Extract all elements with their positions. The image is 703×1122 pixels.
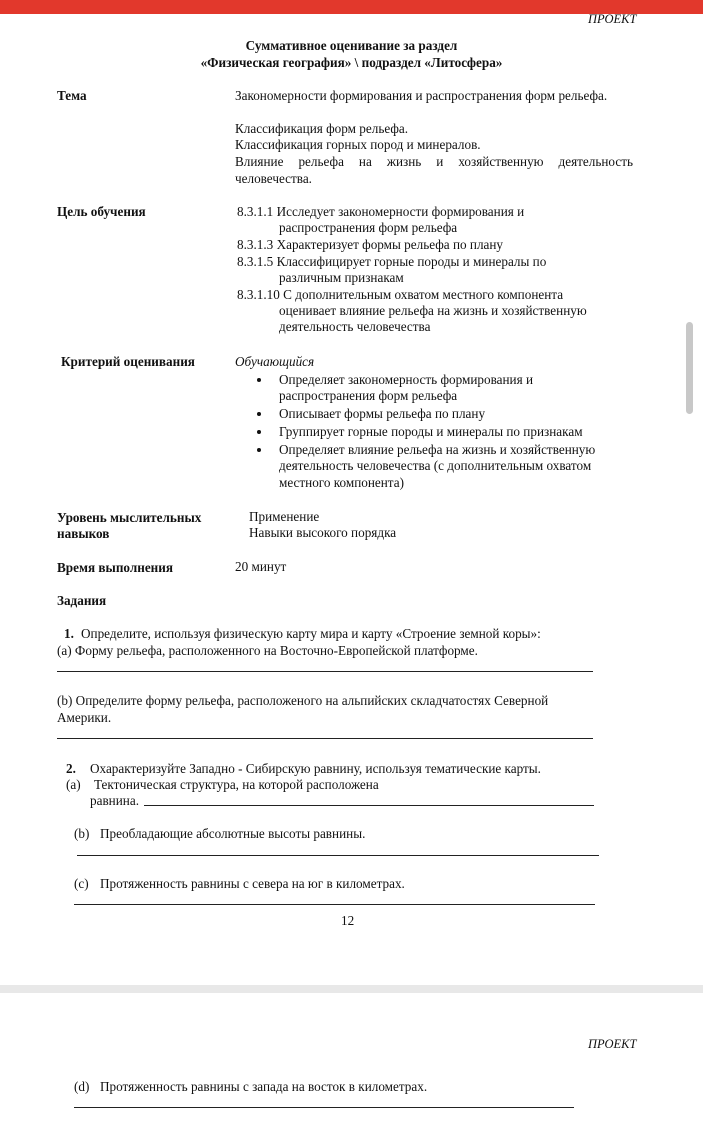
criteria-label: Критерий оценивания (61, 354, 195, 369)
task-2b-answer-line[interactable] (77, 855, 599, 856)
skills-label-line2: навыков (57, 526, 110, 541)
goal-2: 8.3.1.3 Характеризует формы рельефа по плану (237, 237, 504, 252)
project-label: ПРОЕКТ (588, 12, 637, 26)
task-1-number: 1. (64, 626, 74, 641)
task-1b-answer-line[interactable] (57, 738, 593, 739)
goal-4-line1: 8.3.1.10 С дополнительным охватом местного компонента (237, 287, 564, 302)
goal-3-line1: 8.3.1.5 Классифицирует горные породы и минералы по (237, 254, 547, 269)
skills-label-line1: Уровень мыслительных (57, 510, 202, 525)
skills-value-1: Применение (249, 509, 320, 524)
time-label: Время выполнения (57, 560, 174, 575)
task-2d-answer-line[interactable] (74, 1107, 574, 1108)
task-1-text: Определите, используя физическую карту мира и карту «Строение земной коры»: (81, 626, 541, 641)
page-separator (0, 985, 703, 993)
bullet-icon (257, 412, 261, 416)
goal-3-line2: различным признакам (279, 270, 404, 285)
bullet-icon (257, 378, 261, 382)
criteria-1-line2: распространения форм рельефа (279, 388, 458, 403)
topic-item-1: Закономерности формирования и распространения форм рельефа. (235, 88, 608, 103)
document-title-line1: Суммативное оценивание за раздел (245, 38, 458, 53)
task-2c-answer-line[interactable] (74, 904, 595, 905)
topic-label: Тема (57, 88, 87, 103)
task-2b-text: Преобладающие абсолютные высоты равнины. (100, 826, 366, 841)
topic-item-2: Классификация форм рельефа. (235, 121, 409, 136)
criteria-3: Группирует горные породы и минералы по признакам (279, 424, 583, 439)
document-title-line2: «Физическая география» \ подраздел «Литосфера» (200, 55, 503, 70)
topic-item-3: Классификация горных пород и минералов. (235, 137, 481, 152)
task-1b-line1: (b) Определите форму рельефа, расположеного на альпийских складчатостях Северной (57, 693, 549, 708)
task-2-text: Охарактеризуйте Западно - Сибирскую равнину, используя тематические карты. (90, 761, 541, 776)
criteria-1-line1: Определяет закономерность формирования и (279, 372, 534, 387)
task-2a-line2: равнина. (90, 793, 139, 808)
task-2a-answer-line[interactable] (144, 805, 594, 806)
criteria-4-line1: Определяет влияние рельефа на жизнь и хозяйственную (279, 442, 596, 457)
time-value: 20 минут (235, 559, 287, 574)
task-2a-letter: (a) (66, 777, 81, 792)
task-2a-line1: Тектоническая структура, на которой расположена (94, 777, 379, 792)
task-2b-letter: (b) (74, 826, 90, 841)
bullet-icon (257, 430, 261, 434)
skills-value-2: Навыки высокого порядка (249, 525, 397, 540)
tasks-label: Задания (57, 593, 107, 608)
task-2c-text: Протяженность равнины с севера на юг в километрах. (100, 876, 405, 891)
task-2-number: 2. (66, 761, 76, 776)
task-2d-text: Протяженность равнины с запада на восток в километрах. (100, 1079, 428, 1094)
task-2d-letter: (d) (74, 1079, 90, 1094)
criteria-4-line3: местного компонента) (279, 475, 404, 490)
goal-1-line2: распространения форм рельефа (279, 220, 458, 235)
topic-item-4: Влияние рельефа на жизнь и хозяйственную деятельность человечества. (235, 154, 633, 186)
goal-4-line3: деятельность человечества (279, 319, 431, 334)
task-1a-text: (a) Форму рельефа, расположенного на Восточно-Европейской платформе. (57, 643, 478, 658)
goal-4-line2: оценивает влияние рельефа на жизнь и хозяйственную (279, 303, 587, 318)
criteria-4-line2: деятельность человечества (с дополнительным охватом (279, 458, 592, 473)
goal-label: Цель обучения (57, 204, 146, 219)
criteria-2: Описывает формы рельефа по плану (279, 406, 486, 421)
bullet-icon (257, 448, 261, 452)
task-2c-letter: (c) (74, 876, 89, 891)
next-page-project-label: ПРОЕКТ (588, 1037, 637, 1051)
page-number: 12 (341, 913, 355, 928)
criteria-learner: Обучающийся (235, 354, 315, 369)
goal-1-line1: 8.3.1.1 Исследует закономерности формирования и (237, 204, 525, 219)
task-1b-line2: Америки. (57, 710, 112, 725)
task-1a-answer-line[interactable] (57, 671, 593, 672)
vertical-scrollbar-thumb[interactable] (686, 322, 693, 414)
